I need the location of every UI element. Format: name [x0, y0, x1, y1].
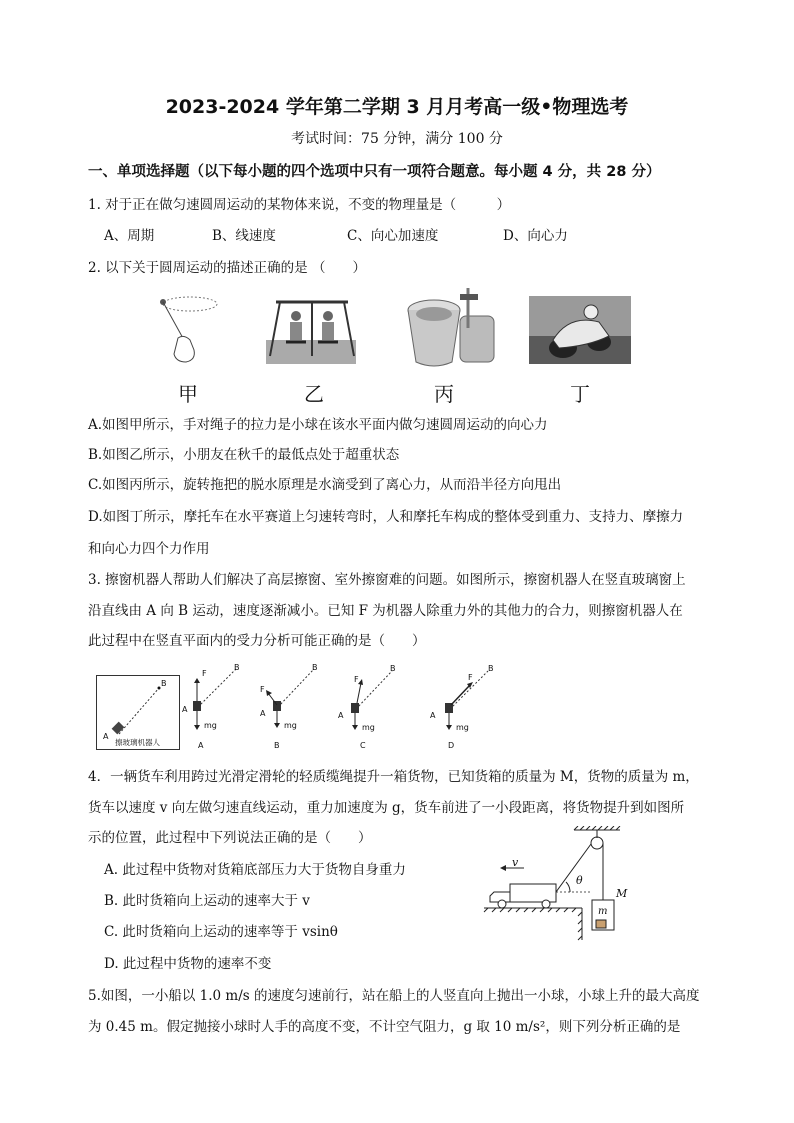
choice-a-mg: mg: [204, 721, 217, 730]
page-title: 2023-2024 学年第二学期 3 月月考高一级•物理选考: [165, 96, 629, 118]
q3-line-3: 此过程中在竖直平面内的受力分析可能正确的是（ ）: [88, 633, 426, 649]
choice-a-pt: A: [182, 705, 188, 714]
q1-option-d[interactable]: D、向心力: [503, 228, 568, 244]
choice-b-mg: mg: [284, 721, 297, 730]
q4-truck-pulley-figure: [480, 826, 640, 944]
q4-option-c[interactable]: C. 此时货箱向上运动的速率等于 vsinθ: [104, 924, 338, 940]
q2-option-c[interactable]: C.如图丙所示，旋转拖把的脱水原理是水滴受到了离心力，从而沿半径方向甩出: [88, 477, 562, 493]
choice-c-b: B: [390, 664, 396, 673]
q4-option-b[interactable]: B. 此时货箱向上运动的速率大于 v: [104, 893, 310, 909]
exam-info: 考试时间：75 分钟，满分 100 分: [291, 131, 503, 147]
choice-d-mg: mg: [456, 723, 469, 732]
q5-line-2: 为 0.45 m。假定抛接小球时人手的高度不变，不计空气阻力，g 取 10 m/s²，则下列分析正确的是: [88, 1019, 681, 1035]
q2-option-d[interactable]: D.如图丁所示，摩托车在水平赛道上匀速转弯时，人和摩托车构成的整体受到重力、支持力、摩擦力: [88, 509, 684, 525]
q1-option-c[interactable]: C、向心加速度: [347, 228, 439, 244]
q2-stem: 2. 以下关于圆周运动的描述正确的是 （ ）: [88, 260, 366, 276]
q4-fig-theta: θ: [576, 874, 583, 887]
ref-label-b: B: [161, 679, 167, 688]
q3-reference-figure: [96, 675, 180, 750]
q4-line-2: 货车以速度 v 向左做匀速直线运动，重力加速度为 g，货车前进了一小段距离，将货物提升到如图所: [88, 800, 685, 816]
q4-fig-v: v: [512, 856, 519, 869]
choice-c-label: C: [360, 741, 366, 750]
figure-jia-hand-ball: [150, 290, 220, 370]
q3-choice-b[interactable]: [256, 663, 326, 753]
q4-fig-M: M: [616, 887, 628, 900]
choice-a-f: F: [202, 669, 207, 678]
caption-bing: 丙: [434, 382, 454, 406]
caption-ding: 丁: [570, 382, 590, 406]
choice-b-label: B: [274, 741, 280, 750]
choice-c-pt: A: [338, 711, 344, 720]
q1-option-b[interactable]: B、线速度: [212, 228, 276, 244]
choice-a-label: A: [198, 741, 204, 750]
section-heading: 一、单项选择题（以下每小题的四个选项中只有一项符合题意。每小题 4 分，共 28 分）: [88, 164, 661, 180]
choice-b-pt: A: [260, 709, 266, 718]
q2-option-b[interactable]: B.如图乙所示，小朋友在秋千的最低点处于超重状态: [88, 447, 400, 463]
q3-line-1: 3. 擦窗机器人帮助人们解决了高层擦窗、室外擦窗难的问题。如图所示，擦窗机器人在竖直玻璃窗上: [88, 572, 686, 588]
choice-b-b: B: [312, 663, 318, 672]
ref-robot-label: 擦玻璃机器人: [115, 738, 160, 747]
q2-option-a[interactable]: A.如图甲所示，手对绳子的拉力是小球在该水平面内做匀速圆周运动的向心力: [88, 417, 548, 433]
choice-c-f: F: [354, 675, 359, 684]
ref-label-a: A: [103, 732, 109, 741]
q1-stem: 1. 对于正在做匀速圆周运动的某物体来说，不变的物理量是（ ）: [88, 197, 511, 213]
figure-bing-spin-mop: [400, 288, 500, 370]
choice-d-pt: A: [430, 711, 436, 720]
q3-choice-a[interactable]: [178, 663, 248, 753]
q4-fig-m: m: [598, 906, 608, 917]
caption-yi: 乙: [304, 382, 324, 406]
q4-line-3: 示的位置，此过程中下列说法正确的是（ ）: [88, 830, 372, 846]
choice-d-label: D: [448, 741, 455, 750]
q3-choice-d[interactable]: [426, 663, 502, 753]
caption-jia: 甲: [178, 382, 198, 406]
choice-b-f: F: [260, 685, 265, 694]
choice-d-f: F: [468, 673, 473, 682]
q2-option-d-cont: 和向心力四个力作用: [88, 541, 210, 557]
q4-line-1: 4．一辆货车利用跨过光滑定滑轮的轻质缆绳提升一箱货物，已知货箱的质量为 M，货物的质量为 m，: [88, 769, 699, 785]
q4-option-d[interactable]: D. 此过程中货物的速率不变: [104, 956, 272, 972]
q5-line-1: 5.如图，一小船以 1.0 m/s 的速度匀速前行，站在船上的人竖直向上抛出一小球，小球上升的最大高度: [88, 988, 700, 1004]
q4-option-a[interactable]: A. 此过程中货物对货箱底部压力大于货物自身重力: [104, 862, 406, 878]
figure-ding-motorcycle: [529, 296, 631, 364]
choice-d-b: B: [488, 664, 494, 673]
figure-yi-swing: [266, 296, 356, 366]
choice-c-mg: mg: [362, 723, 375, 732]
choice-a-b: B: [234, 663, 240, 672]
q1-option-a[interactable]: A、周期: [104, 228, 155, 244]
q3-line-2: 沿直线由 A 向 B 运动，速度逐渐减小。已知 F 为机器人除重力外的其他力的合力，则擦窗机器人在: [88, 603, 683, 619]
q3-choice-c[interactable]: [334, 663, 404, 753]
